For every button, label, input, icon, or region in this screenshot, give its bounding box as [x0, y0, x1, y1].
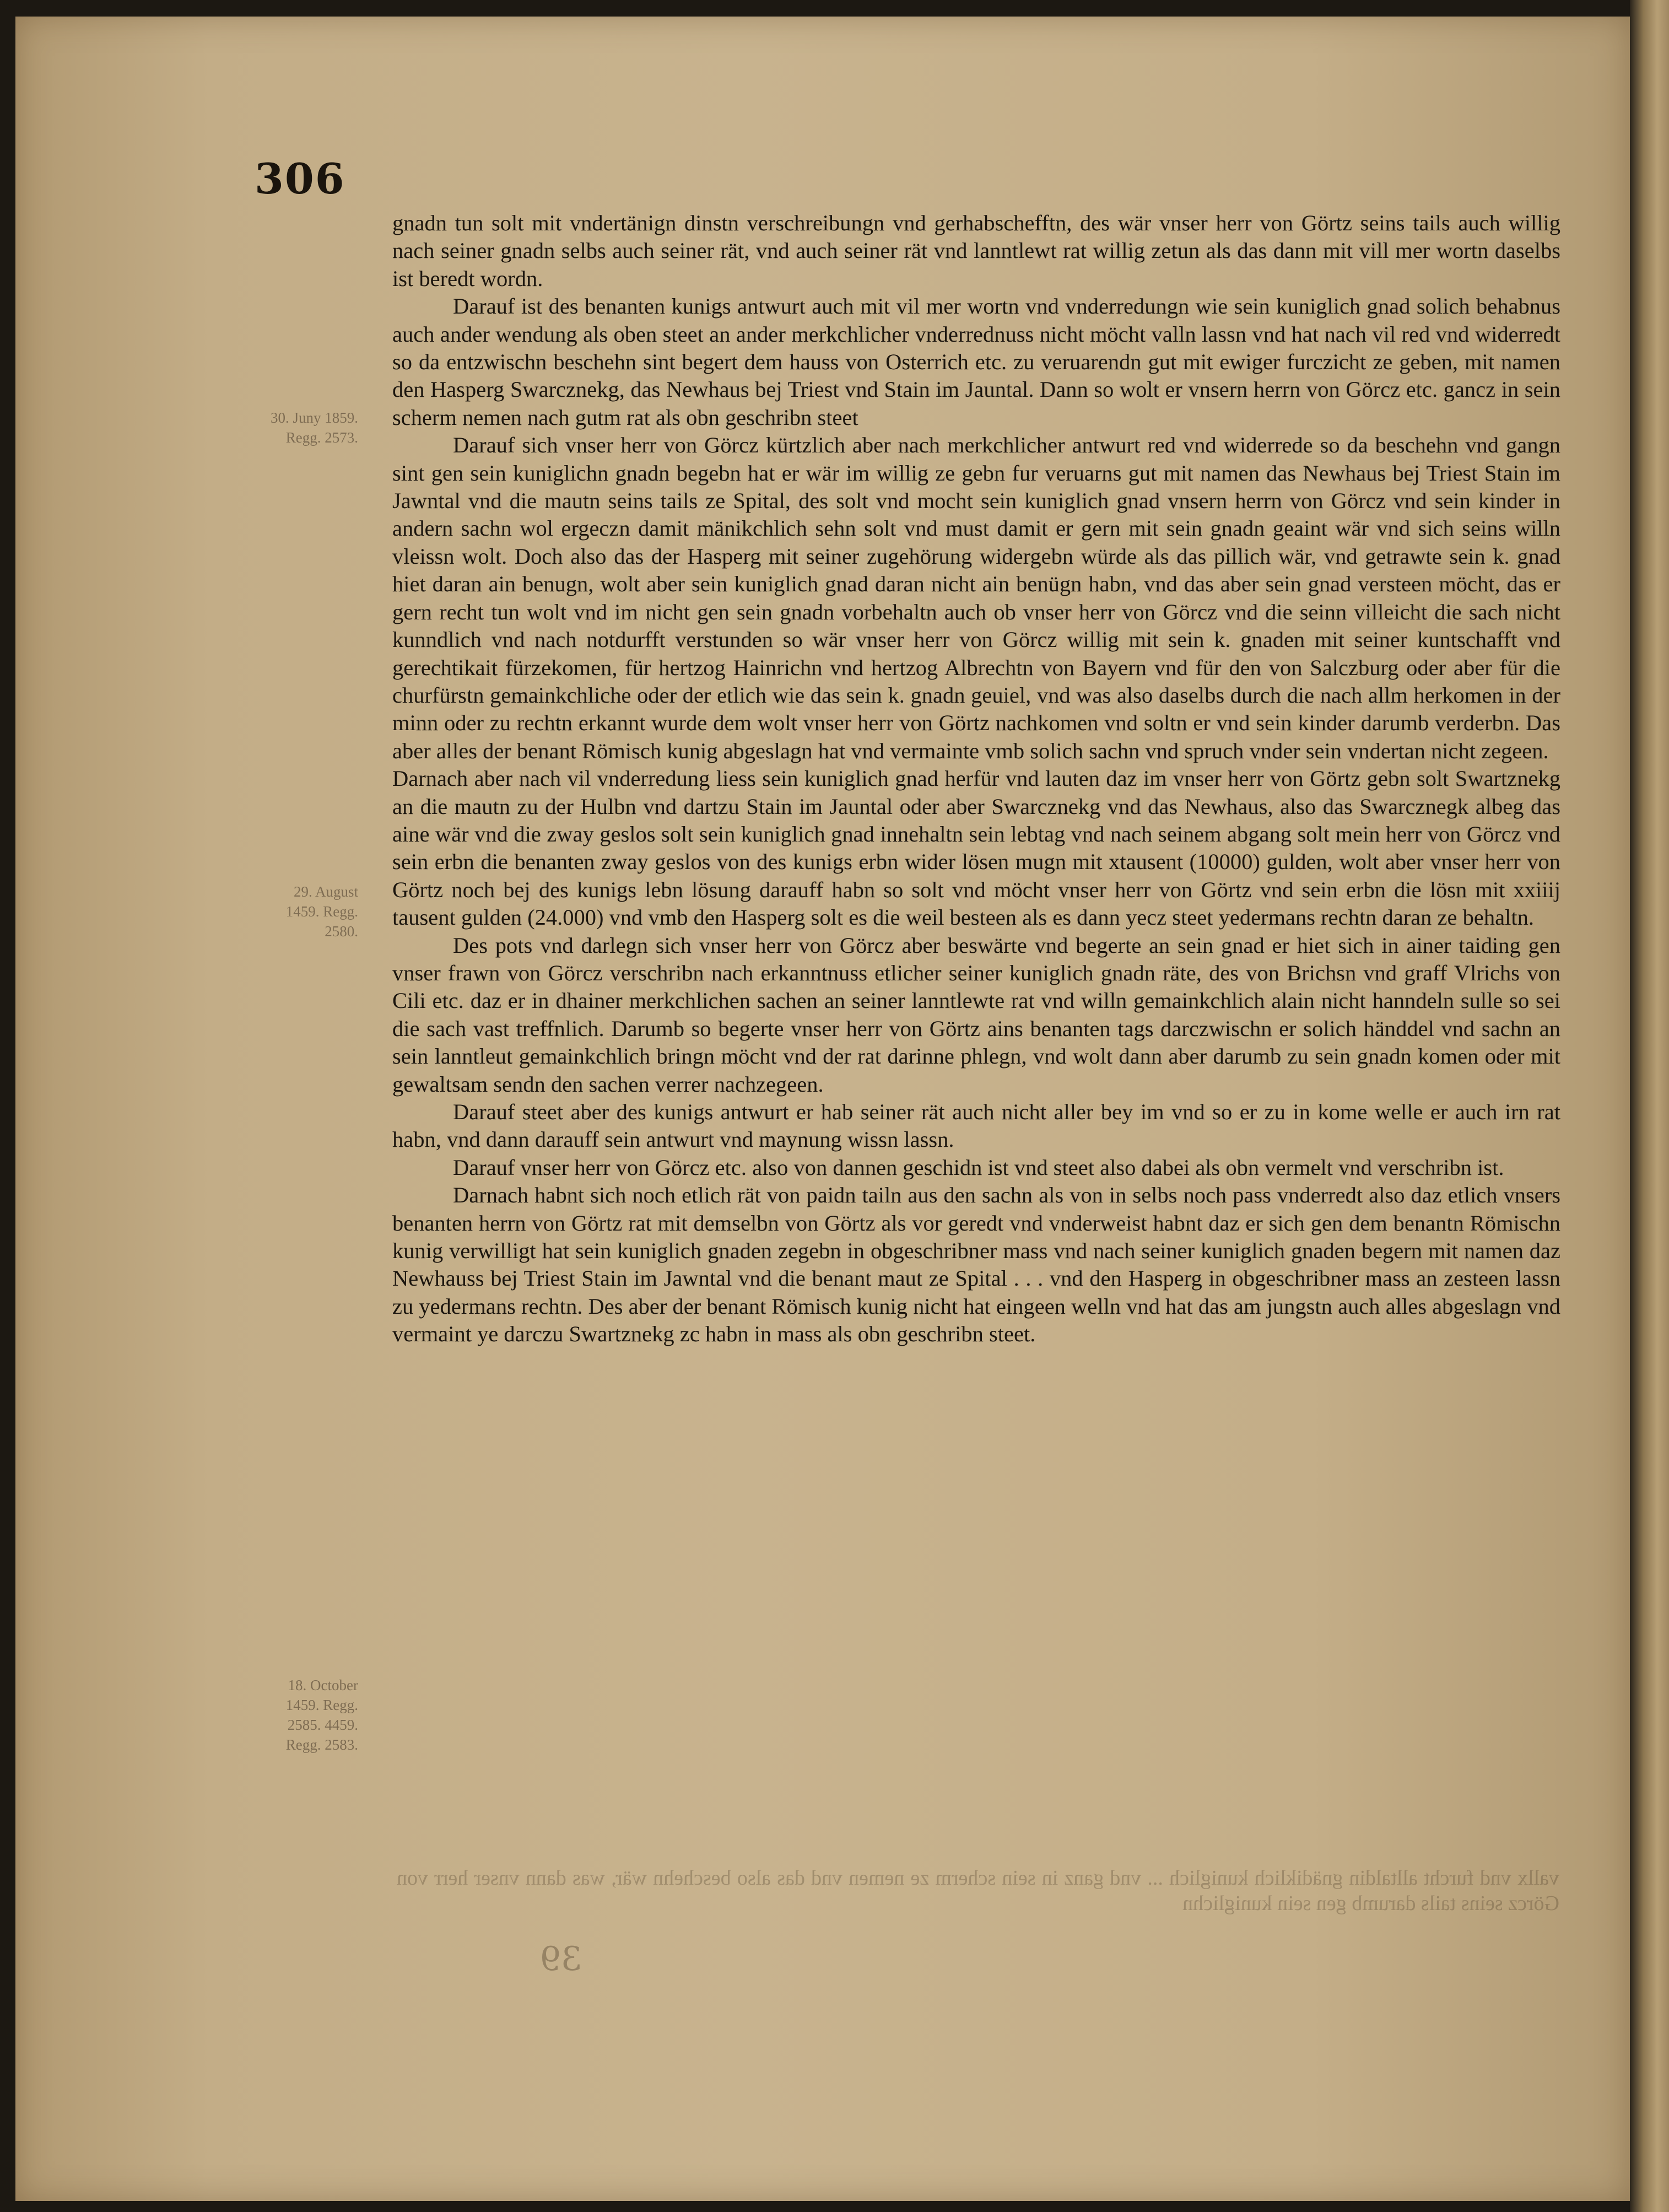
signature-mark: 39: [540, 1940, 582, 1978]
paragraph-8: Darnach habnt sich noch etlich rät von paidn tailn aus den sachn als von in selbs noch pass vnderredt also daz etlich vnsers benanten herrn von Görtz rat mit demselbn von Görtz als vor geredt vnd vnderweist habnt daz er sich gen dem benantn Römischn kunig verwilligt hat sein kuniglich gnaden zegebn in obgeschribner mass vnd nach seiner kuniglich gnaden begern mit namen daz Newhauss bej Triest Stain im Jawntal vnd die benant maut ze Spital . . . vnd den Hasperg in obgeschribner mass an zesteen lassn zu yedermans rechtn. Des aber der benant Römisch kunig nicht hat eingeen welln vnd hat das am jungstn auch alles abgeslagn vnd vermaint ye darczu Swartznekg zc habn in mass als obn geschribn steet.: [392, 1183, 1560, 1347]
margin-note-1: 30. Juny 1859. Regg. 2573.: [270, 409, 358, 446]
bleed-through-text: vallx vnd furcht alltaldin gnädiklich kuniglich ... vnd ganz in sein scherm ze nemen vnd das also beschehn wär, was dann vnser herr von Görcz seins tails darumb gen sein kuniglichn: [397, 1866, 1559, 1915]
book-gutter: [1630, 0, 1669, 2212]
paragraph-2: Darauf ist des benanten kunigs antwurt auch mit vil mer wortn vnd vnderredungn wie sein kuniglich gnad solich behabnus auch ander wendung als oben steet an ander merkchlicher vnderrednuss nicht möcht valln lassn vnd hat nach vil red vnd widerredt so da entzwischn beschehn sint begert dem hauss von Osterrich etc. zu veruarendn gut mit ewiger furczicht ze geben, mit namen den Hasperg Swarcznekg, das Newhaus bej Triest vnd Stain im Jauntal. Dann so wolt er vnsern herrn von Görcz etc. gancz in sein scherm nemen nach gutm rat als obn geschribn steet: [392, 294, 1560, 430]
margin-note-2: 29. August 1459. Regg. 2580.: [285, 883, 358, 940]
paragraph-5: Des pots vnd darlegn sich vnser herr von Görcz aber beswärte vnd begerte an sein gnad er hiet sich in ainer taiding gen vnser frawn von Görcz verschribn nach erkanntnuss etlicher seiner kuniglich gnadn räte, des von Brichsn vnd graff Vlrichs von Cili etc. daz er in dhainer merkchlichen sachen an seiner lanntlewte rat vnd willn gemainkchlich alain nicht hanndeln sulle so sei die sach vast treffnlich. Darumb so begerte vnser herr von Görtz ains benanten tags darczwischn er solich händdel vnd sachn an sein lanntleut gemainkchlich bringn möcht vnd der rat darinne phlegn, vnd wolt dann aber darumb zu sein gnadn komen oder mit gewaltsam sendn den sachen verrer nachzegeen.: [392, 932, 1560, 1097]
paragraph-7: Darauf vnser herr von Görcz etc. also von dannen geschidn ist vnd steet also dabei als obn vermelt vnd verschribn ist.: [453, 1154, 1504, 1180]
body-text: [392, 209, 1560, 1348]
paragraph-4: Darnach aber nach vil vnderredung liess sein kuniglich gnad herfür vnd lauten daz im vnser herr von Görtz gebn solt Swartznekg an die mautn zu der Hulbn vnd dartzu Stain im Jauntal oder aber Swarcznekg vnd das Newhaus, also das Swarcznegk albeg das aine wär vnd die zway geslos solt sein kuniglich gnad innehaltn sein lebtag vnd nach seinem abgang solt mein herr von Görcz vnd sein erbn die benanten zway geslos von des kunigs erbn wider lösen mugn mit xtausent (10000) gulden, wolt aber vnser herr von Görtz noch bej des kunigs lebn lösung darauff habn so solt vnd möcht vnser herr von Görtz vnd sein erbn die lösn mit xxiiij tausent gulden (24.000) vnd vmb den Hasperg solt es die weil besteen als es dann yecz steet yedermans rechtn daran ze behaltn.: [392, 766, 1560, 930]
paragraph-6: Darauf steet aber des kunigs antwurt er hab seiner rät auch nicht aller bey im vnd so er zu in kome welle er auch irn rat habn, vnd dann darauff sein antwurt vnd maynung wissn lassn.: [392, 1099, 1560, 1152]
paragraph-3: Darauf sich vnser herr von Görcz kürtzlich aber nach merkchlicher antwurt red vnd widerrede so da beschehn vnd gangn sint gen sein kuniglichn gnadn begebn hat er wär im willig ze gebn fur veruarns gut mit namen das Newhaus bej Triest Stain im Jawntal vnd die mautn seins tails ze Spital, des solt vnd mocht sein kuniglich gnad vnsern herrn von Görcz vnd sein kinder in andern sachn wol ergeczn damit mänikchlich sehn solt vnd must damit er gern mit sein gnadn geaint wär vnd sich seins willn vleissn wolt. Doch also das der Hasperg mit seiner zugehörung widergebn würde als das pillich wär, vnd getrawte sein k. gnad hiet daran ain benugn, wolt aber sein kuniglich gnad daran nicht ain benügn habn, vnd das aber sein gnad versteen möcht, das er gern recht tun wolt vnd im nicht gen sein gnadn vorbehaltn auch ob vnser herr von Görcz vnd die seinn villeicht die sach nicht kunndlich vnd nach notdurfft verstunden so wär vnser herr von Görcz willig mit sein k. gnaden mit seiner kuntschafft vnd gerechtikait fürzekomen, für hertzog Hainrichn vnd hertzog Albrechtn von Bayern vnd für den von Salczburg oder aber für die churfürstn gemainkchliche oder der etlich wie das sein k. gnadn geuiel, vnd was also daselbs durch die nach allm herkomen in der minn oder zu rechtn erkannt wurde dem wolt vnser herr von Görtz nachkomen vnd soltn er vnd sein kinder darumb verderbn. Das aber alles der benant Römisch kunig abgeslagn hat vnd vermainte vmb solich sachn vnd spruch vnder sein vndertan nicht zegeen.: [392, 433, 1560, 763]
margin-note-3: 18. October 1459. Regg. 2585. 4459. Regg. 2583.: [285, 1677, 358, 1753]
paragraph-1: gnadn tun solt mit vndertänign dinstn verschreibungn vnd gerhabschefftn, des wär vnser herr von Görtz seins tails auch willig nach seiner gnadn selbs auch seiner rät, vnd auch seiner rät vnd lanntlewt rat willig zetun als das dann mit vill mer wortn daselbs ist beredt wordn.: [392, 211, 1560, 291]
page-number: 306: [255, 154, 345, 203]
